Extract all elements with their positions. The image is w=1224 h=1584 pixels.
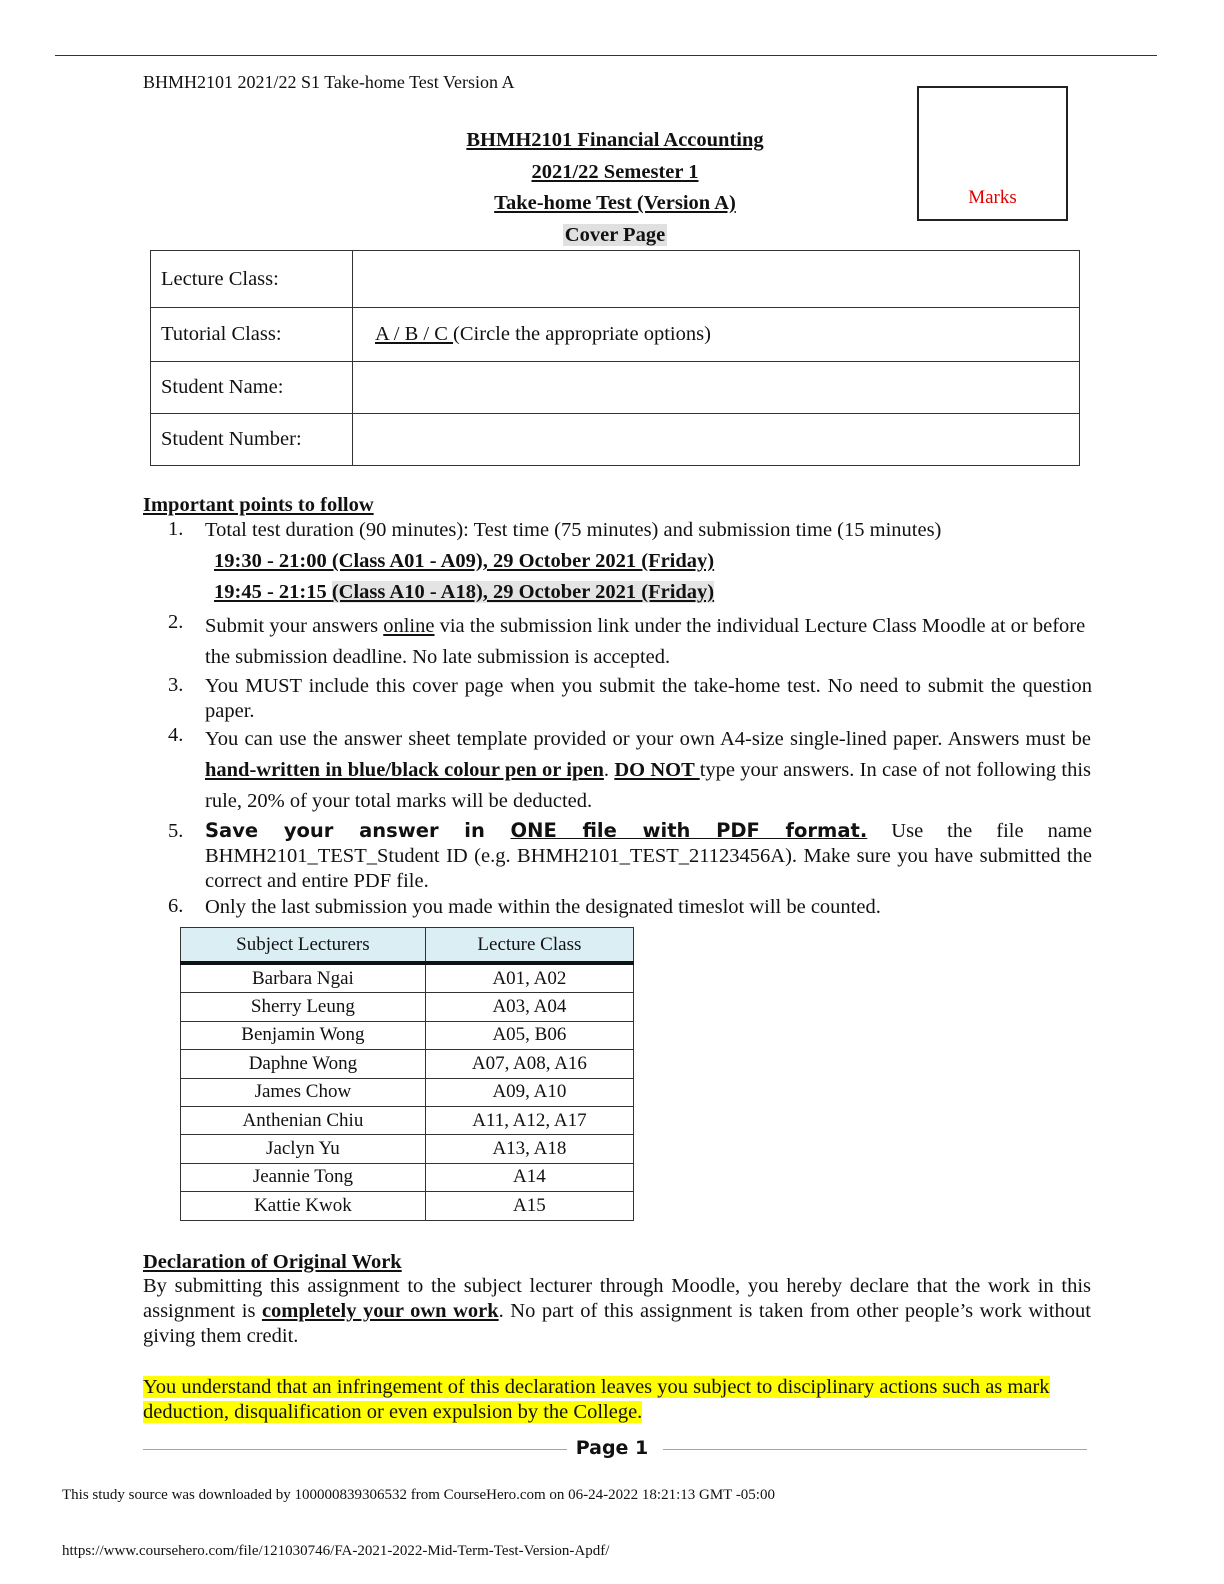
declaration-own-work: completely your own work [261,1300,499,1322]
course-title: BHMH2101 Financial Accounting [466,129,764,151]
lecturer-row [181,1163,634,1191]
lecture-class-codes: A01, A02 [425,963,633,993]
source-url: https://www.coursehero.com/file/121030746/FA-2021-2022-Mid-Term-Test-Version-Apdf/ [62,1543,610,1559]
important-points-heading: Important points to follow [143,494,374,516]
timeslot-2 [214,580,714,605]
lecture-class-field[interactable] [353,251,1080,308]
tutorial-options[interactable]: A / B / C [375,323,454,345]
lecturer-row [181,993,634,1021]
lecturer-name: Jaclyn Yu [181,1135,426,1163]
class-col-header: Lecture Class [425,928,633,964]
lecturer-name: Barbara Ngai [181,963,426,993]
student-name-label: Student Name: [151,362,353,414]
timeslot-2-class: (Class A10 - A18), 29 October 2021 (Friday) [331,581,715,603]
student-number-label: Student Number: [151,414,353,466]
title-block [400,125,830,251]
lecturer-row [181,963,634,993]
marks-label: Marks [968,187,1017,208]
point-number: 5. [168,820,184,842]
tutorial-hint: (Circle the appropriate options) [453,323,711,345]
point-4-do-not: DO NOT [614,759,700,781]
point-4-dot: . [603,759,615,781]
point-6: Only the last submission you made within the designated timeslot will be counted. [205,896,881,918]
page-number: Page 1 [575,1437,649,1459]
lecturers-col-header: Subject Lecturers [181,928,426,964]
lecturer-row [181,1192,634,1220]
lecture-class-codes: A14 [425,1163,633,1191]
point-2 [205,611,1090,673]
lecturer-name: Daphne Wong [181,1050,426,1078]
cover-page-title: Cover Page [564,223,666,246]
point-5-save: Save your answer in [205,819,511,842]
point-2-text-a: Submit your answers [205,615,384,637]
declaration-text [143,1274,1091,1349]
lecture-class-codes: A13, A18 [425,1135,633,1163]
point-5 [205,818,1092,894]
lecturer-name: Sherry Leung [181,993,426,1021]
tutorial-class-field[interactable] [353,308,1080,362]
declaration-warning-text: You understand that an infringement of this declaration leaves you subject to disciplinary actions such as mark deduction, disqualification or even expulsion by the College. [143,1376,1050,1423]
lecture-class-codes: A05, B06 [425,1021,633,1049]
point-2-online: online [383,615,435,637]
point-number: 6. [168,895,184,917]
point-5-pdf: ONE file with PDF format. [510,819,868,842]
footer-rule-right [663,1449,1087,1450]
lecturer-row [181,1106,634,1134]
lecturer-row [181,1021,634,1049]
point-4-text-b: type your answers. In case of not following this rule, 20% of your total marks will be deducted. [205,759,1092,812]
point-4-handwritten: hand-written in blue/black colour pen or ipen [205,759,604,781]
lecturer-name: Kattie Kwok [181,1192,426,1220]
marks-box [917,86,1068,221]
point-5-text: Use the file name BHMH2101_TEST_Student ID (e.g. BHMH2101_TEST_21123456A). Make sure you have submitted the correct and entire PDF file. [205,820,1092,892]
declaration-warning [143,1375,1093,1425]
test-title: Take-home Test (Version A) [494,192,736,214]
timeslot-1: 19:30 - 21:00 (Class A01 - A09), 29 October 2021 (Friday) [214,550,715,572]
lecture-class-codes: A15 [425,1192,633,1220]
running-header: BHMH2101 2021/22 S1 Take-home Test Version A [143,72,515,92]
lecturer-row [181,1050,634,1078]
student-number-field[interactable] [353,414,1080,466]
point-2-text-b: via the submission link under the individual Lecture Class Moodle at or before the submission deadline. No late submission is accepted. [205,615,1086,668]
declaration-text-a: By submitting this assignment to the subject lecturer through Moodle, you hereby declare that the work in this assignment is [143,1275,1091,1322]
point-3: You MUST include this cover page when you submit the take-home test. No need to submit the question paper. [205,675,1092,722]
lecturer-row [181,1135,634,1163]
point-4 [205,724,1091,817]
lecturer-name: James Chow [181,1078,426,1106]
point-1: Total test duration (90 minutes): Test time (75 minutes) and submission time (15 minutes) [205,519,942,541]
lecture-class-label: Lecture Class: [151,251,353,308]
lecturer-name: Anthenian Chiu [181,1106,426,1134]
point-number: 2. [168,611,184,633]
point-number: 1. [168,518,184,540]
lecturer-name: Benjamin Wong [181,1021,426,1049]
lecture-class-codes: A07, A08, A16 [425,1050,633,1078]
lecture-class-codes: A03, A04 [425,993,633,1021]
lecturer-row [181,1078,634,1106]
top-rule [55,55,1157,56]
lecturers-table [180,927,634,1221]
download-note: This study source was downloaded by 100000839306532 from CourseHero.com on 06-24-2022 18:21:13 GMT -05:00 [62,1487,775,1503]
student-info-table [150,250,1080,466]
student-name-field[interactable] [353,362,1080,414]
declaration-heading: Declaration of Original Work [143,1251,402,1273]
point-number: 3. [168,674,184,696]
point-4-text-a: You can use the answer sheet template provided or your own A4-size single-lined paper. Answers must be [205,728,1091,750]
semester-title: 2021/22 Semester 1 [531,160,699,183]
lecture-class-codes: A11, A12, A17 [425,1106,633,1134]
point-number: 4. [168,724,184,746]
lecturer-name: Jeannie Tong [181,1163,426,1191]
declaration-text-b: . No part of this assignment is taken from other people’s work without giving them credit. [143,1300,1091,1347]
footer-rule-left [143,1449,567,1450]
timeslot-2-time: 19:45 - 21:15 [214,581,332,603]
lecture-class-codes: A09, A10 [425,1078,633,1106]
tutorial-class-label: Tutorial Class: [151,308,353,362]
